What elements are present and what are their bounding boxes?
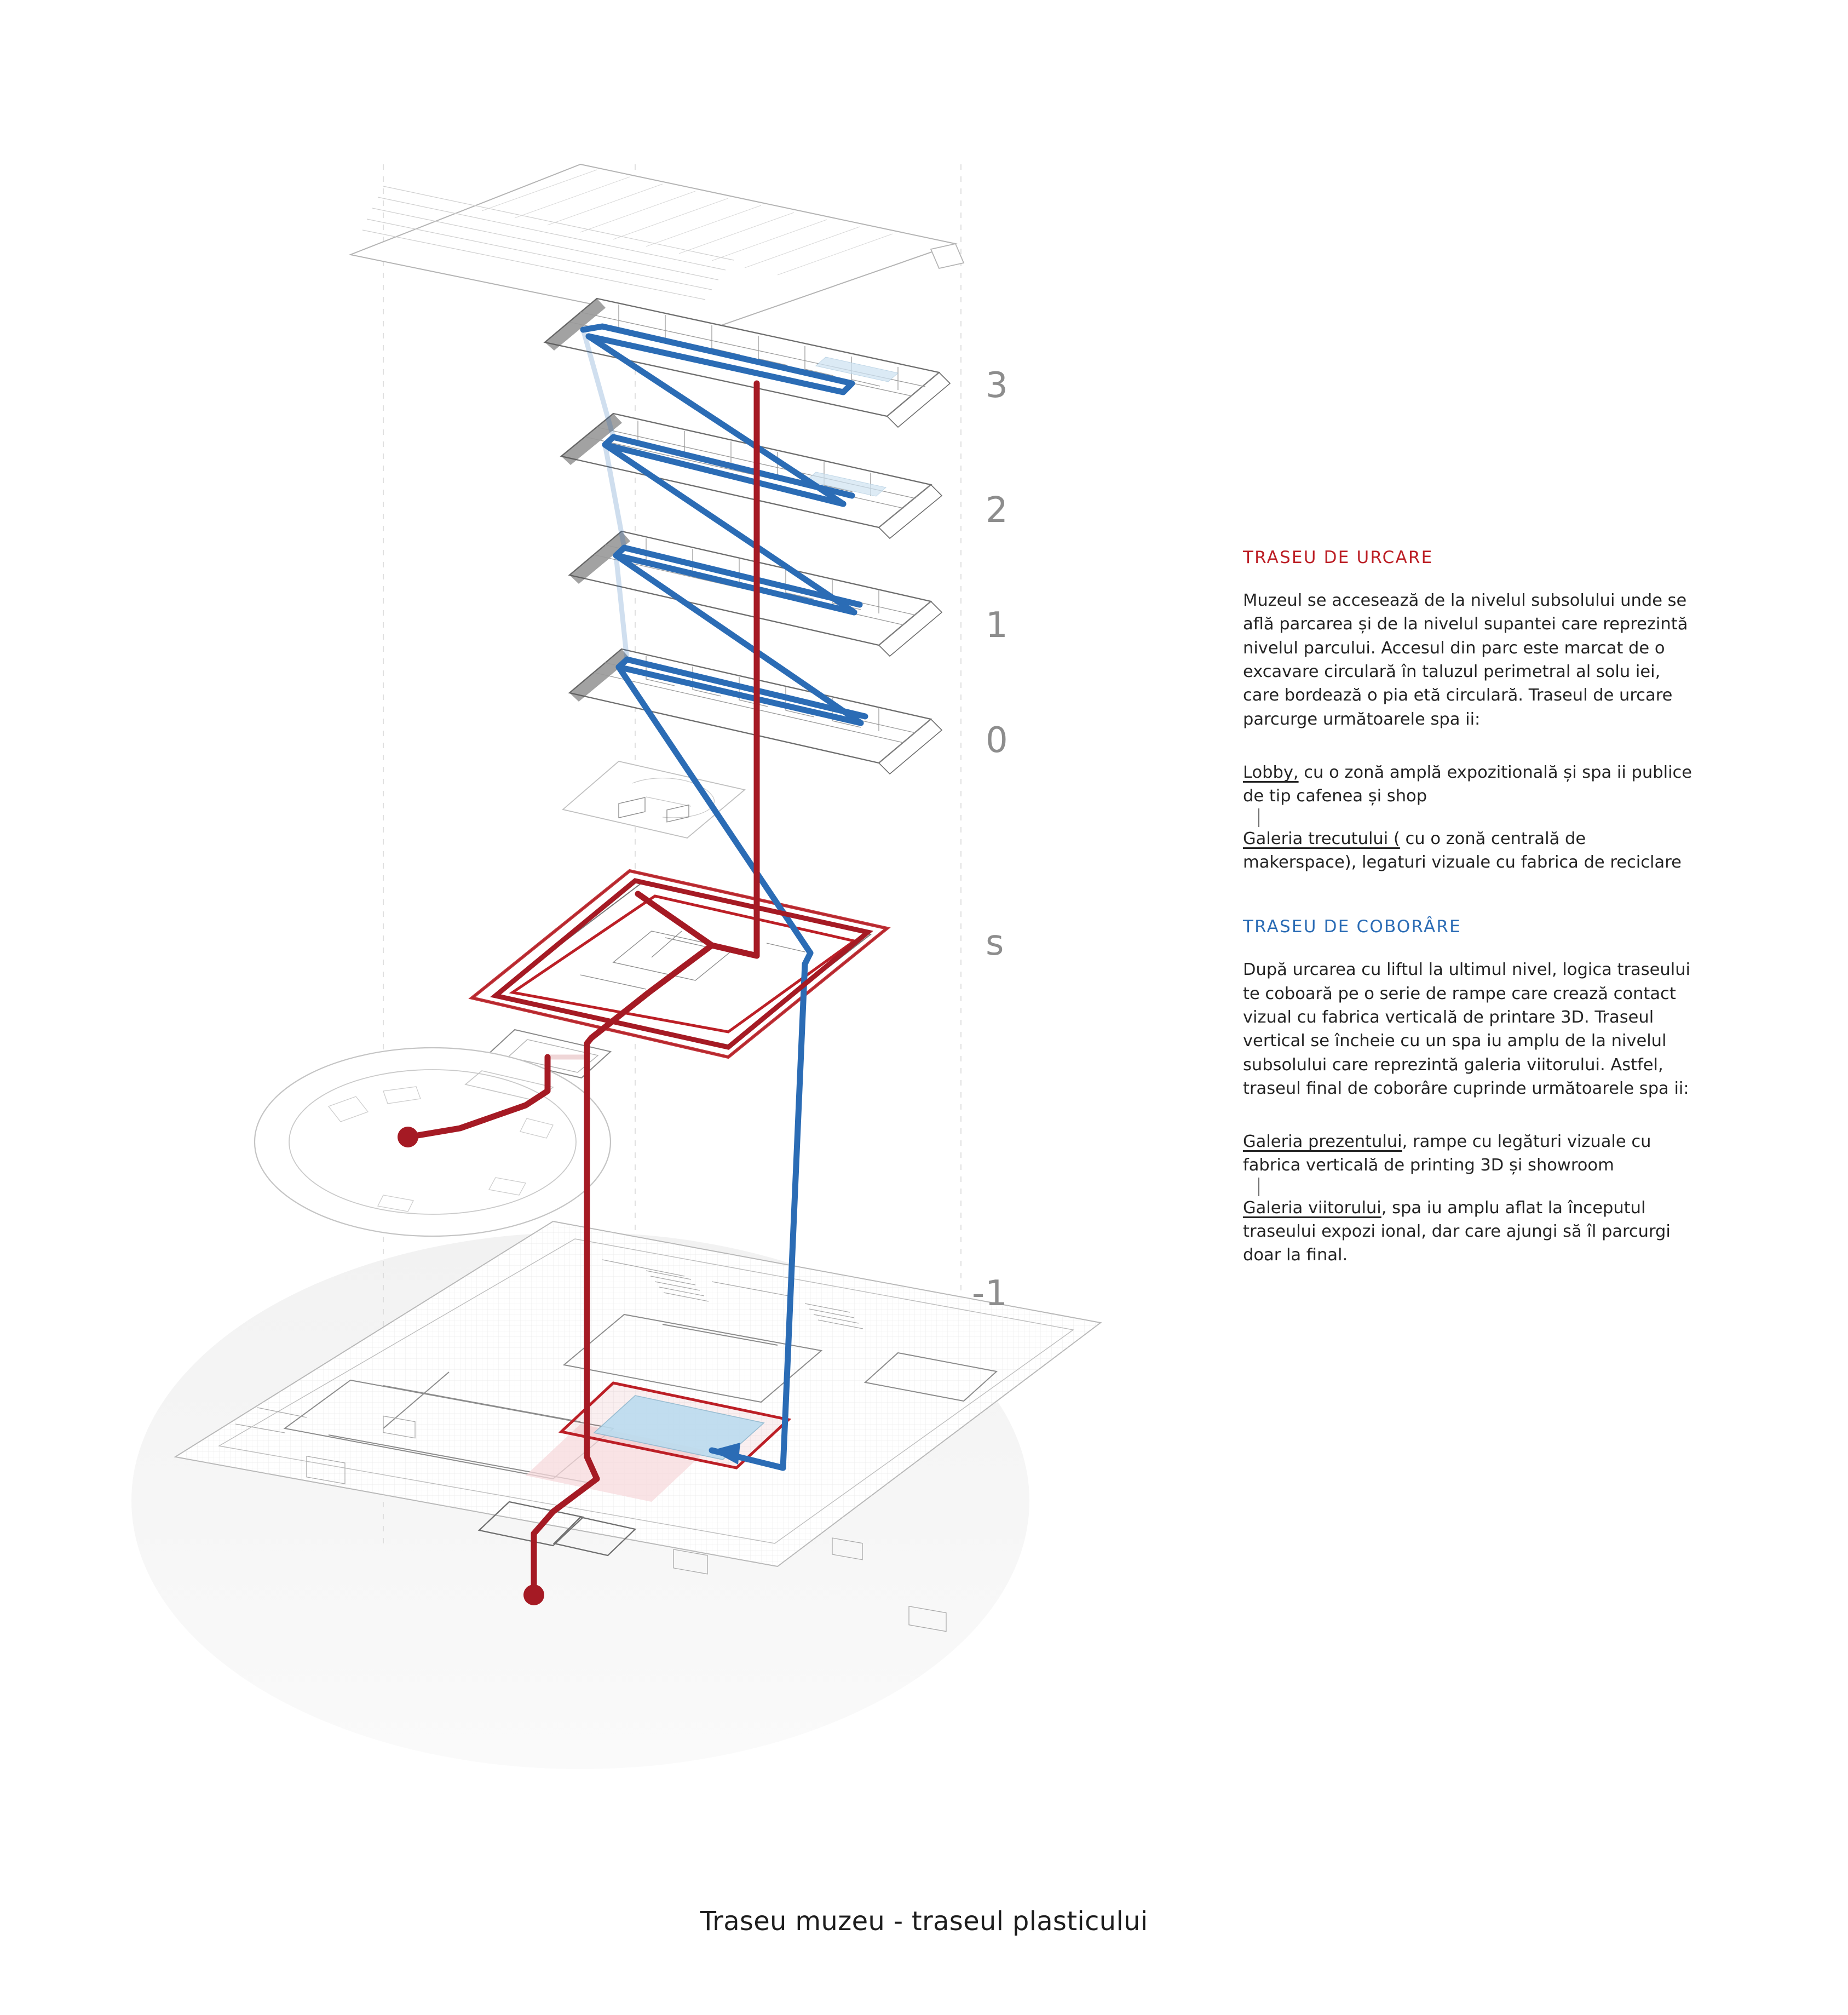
circular-plaza [255,1048,611,1236]
ascent-route-start-dot-basement [523,1585,544,1605]
descent-item-galeria-viitorului-name: Galeria viitorului [1243,1198,1381,1218]
level-label-s: s [986,923,1005,963]
ascent-route-start-dot-plaza [398,1127,418,1147]
ascent-item-lobby [1243,761,1697,808]
description-panel [1243,548,1697,1267]
ascent-item-galeria-trecutului-text: cu o zonă centrală de makerspace), legaturi vizuale cu fabrica de reciclare [1243,829,1682,872]
ascent-item-galeria-trecutului-name: Galeria trecutului ( [1243,829,1400,848]
descent-item-galeria-viitorului-text: , spa iu amplu aflat la începutul traseului expozi ional, dar care ajungi să îl parcurgi doar la final. [1243,1198,1671,1265]
list-tick-1 [1258,808,1259,827]
list-tick-2 [1258,1178,1259,1196]
descent-item-galeria-prezentului [1243,1130,1697,1178]
ascent-item-lobby-name: Lobby, [1243,762,1299,782]
ascent-paragraph: Muzeul se accesează de la nivelul subsolului unde se află parcarea și de la nivelul supantei care reprezintă nivelul parcului. Accesul din parc este marcat de o excavare circulară în taluzul perimetral al solu iei, care bordează o pia etă circulară. Traseul de urcare parcurge următoarele spa ii: [1243,591,1688,729]
level-label-2: 2 [986,490,1009,531]
level-label-0: 0 [986,720,1009,761]
level-label-3: 3 [986,365,1009,406]
descent-item-galeria-prezentului-name: Galeria prezentului [1243,1132,1402,1152]
descent-item-galeria-viitorului [1243,1196,1697,1267]
floor-plate-roof [350,164,964,329]
ascent-item-lobby-text: cu o zonă amplă expozitională și spa ii publice de tip cafenea și shop [1243,762,1692,806]
ascent-section-heading: TRASEU DE URCARE [1243,548,1434,567]
figure-caption: Traseu muzeu - traseul plasticului [700,1906,1148,1937]
descent-route-faded [583,330,627,659]
descent-item-galeria-prezentului-text: , rampe cu legături vizuale cu fabrica verticală de printing 3D și showroom [1243,1132,1651,1175]
descent-paragraph: După urcarea cu liftul la ultimul nivel, logica traseului te coboară pe o serie de rampe care crează contact vizual cu fabrica verticală de printare 3D. Traseul vertical se încheie cu un spa iu amplu de la nivelul subsolului care reprezintă galeria viitorului. Astfel, traseul final de coborâre cuprinde următoarele spa ii: [1243,960,1691,1098]
ascent-item-galeria-trecutului [1243,827,1697,875]
descent-section-heading: TRASEU DE COBORÂRE [1243,917,1461,937]
level-label-1: 1 [986,605,1009,646]
level-label-minus-1: -1 [972,1273,1008,1314]
